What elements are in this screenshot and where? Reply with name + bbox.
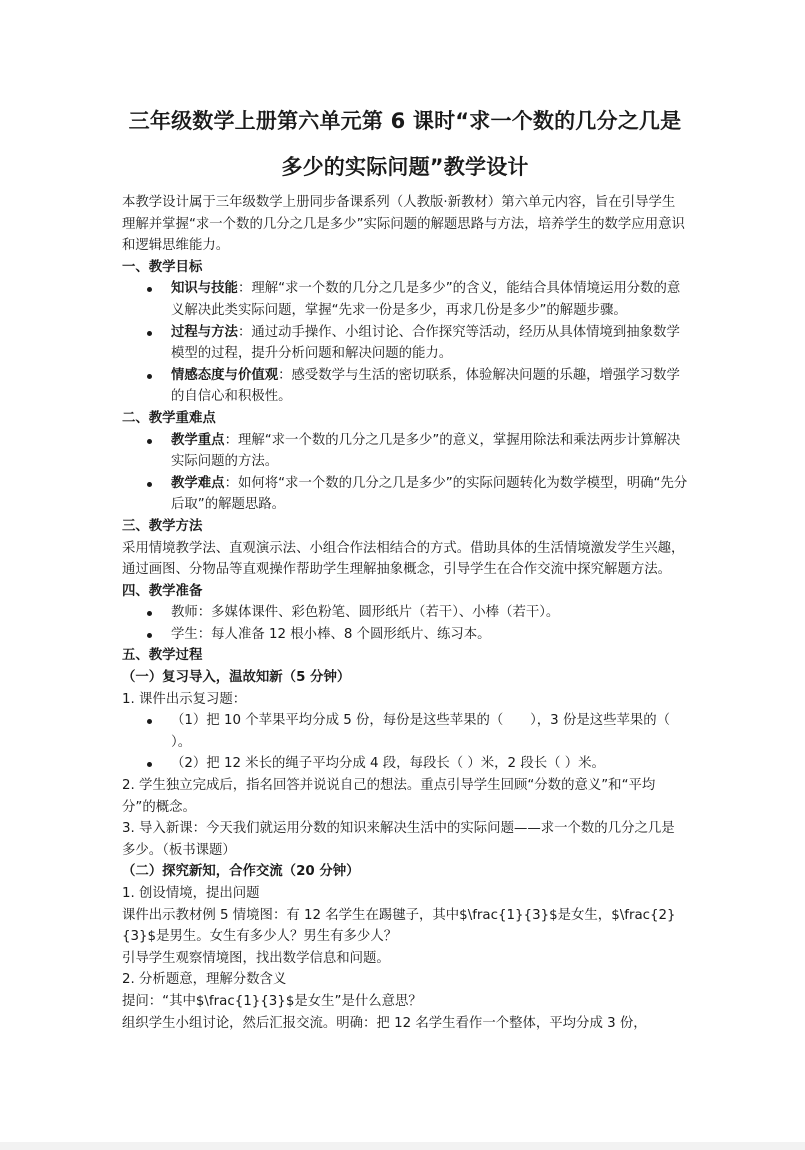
process-paragraph: 1. 创设情境，提出问题 [122, 886, 260, 901]
item-text: ：通过动手操作、小组讨论、合作探究等活动，经历从具体情境到抽象数学模型的过程，提升分析问题和解决问题的能力。 [171, 324, 680, 362]
review-questions-list [122, 710, 688, 775]
list-item: （1）把 10 个苹果平均分成 5 份，每份是这些苹果的（ ），3 份是这些苹果的（ ）。 [171, 710, 688, 753]
methods-paragraph: 采用情境教学法、直观演示法、小组合作法相结合的方式。借助具体的生活情境激发学生兴趣，通过画图、分物品等直观操作帮助学生理解抽象概念，引导学生在合作交流中探究解题方法。 [122, 540, 685, 578]
list-item [171, 473, 688, 516]
title-line-2: 多少的实际问题”教学设计 [281, 155, 529, 179]
list-item: （2）把 12 米长的绳子平均分成 4 段，每段长（ ）米，2 段长（ ）米。 [171, 753, 688, 775]
list-item: 学生：每人准备 12 根小棒、8 个圆形纸片、练习本。 [171, 624, 688, 646]
objectives-list [122, 278, 688, 408]
section-heading-objectives: 一、教学目标 [122, 259, 203, 275]
document-content [122, 98, 688, 1034]
preparation-list [122, 602, 688, 645]
section-heading-methods: 三、教学方法 [122, 518, 203, 534]
list-item [171, 278, 688, 321]
process-paragraph: 2. 学生独立完成后，指名回答并说说自己的想法。重点引导学生回顾“分数的意义”和“平均分”的概念。 [122, 778, 656, 815]
title-line-1: 三年级数学上册第六单元第 6 课时“求一个数的几分之几是 [128, 109, 682, 133]
item-label: 知识与技能 [171, 281, 238, 297]
list-item: 教师：多媒体课件、彩色粉笔、圆形纸片（若干）、小棒（若干）。 [171, 602, 688, 624]
process-paragraph: 提问：“其中$\frac{1}{3}$是女生”是什么意思？ [122, 993, 422, 1009]
item-label: 情感态度与价值观 [171, 367, 279, 383]
process-paragraph: 组织学生小组讨论，然后汇报交流。明确：把 12 名学生看作一个整体，平均分成 3 份， [122, 1015, 647, 1031]
subsection-heading-explore: （二）探究新知，合作交流（20 分钟） [122, 864, 360, 880]
item-label: 教学难点 [171, 475, 225, 491]
item-text: ：理解“求一个数的几分之几是多少”的含义，能结合具体情境运用分数的意义解决此类实际问题，掌握“先求一份是多少，再求几份是多少”的解题步骤。 [171, 281, 681, 318]
list-item [171, 430, 688, 473]
section-heading-key-points: 二、教学重难点 [122, 410, 216, 426]
list-item [171, 322, 688, 365]
item-text: ：感受数学与生活的密切联系，体验解决问题的乐趣，增强学习数学的自信心和积极性。 [171, 367, 680, 405]
item-label: 教学重点 [171, 432, 225, 448]
subsection-heading-review: （一）复习导入，温故知新（5 分钟） [122, 670, 351, 686]
section-heading-process: 五、教学过程 [122, 648, 203, 664]
key-points-list [122, 430, 688, 516]
intro-paragraph: 本教学设计属于三年级数学上册同步备课系列（人教版·新教材）第六单元内容，旨在引导学生理解并掌握“求一个数的几分之几是多少”实际问题的解题思路与方法，培养学生的数学应用意识和逻辑思维能力。 [122, 195, 685, 254]
list-item [171, 365, 688, 408]
process-paragraph: 2. 分析题意，理解分数含义 [122, 972, 287, 988]
process-paragraph: 1. 课件出示复习题： [122, 691, 247, 707]
item-text: ：如何将“求一个数的几分之几是多少”的实际问题转化为数学模型，明确“先分后取”的解题思路。 [171, 475, 688, 513]
item-label: 过程与方法 [171, 324, 238, 340]
process-paragraph: 3. 导入新课：今天我们就运用分数的知识来解决生活中的实际问题——求一个数的几分之几是多少。（板书课题） [122, 821, 675, 858]
section-heading-preparation: 四、教学准备 [122, 583, 203, 599]
document-title [104, 98, 706, 190]
item-text: ：理解“求一个数的几分之几是多少”的意义，掌握用除法和乘法两步计算解决实际问题的方法。 [171, 432, 681, 470]
process-paragraph: 课件出示教材例 5 情境图：有 12 名学生在踢毽子，其中$\frac{1}{3}$是女生，$\frac{2}{3}$是男生。女生有多少人？男生有多少人？ [122, 907, 676, 945]
process-paragraph: 引导学生观察情境图，找出数学信息和问题。 [122, 950, 390, 966]
